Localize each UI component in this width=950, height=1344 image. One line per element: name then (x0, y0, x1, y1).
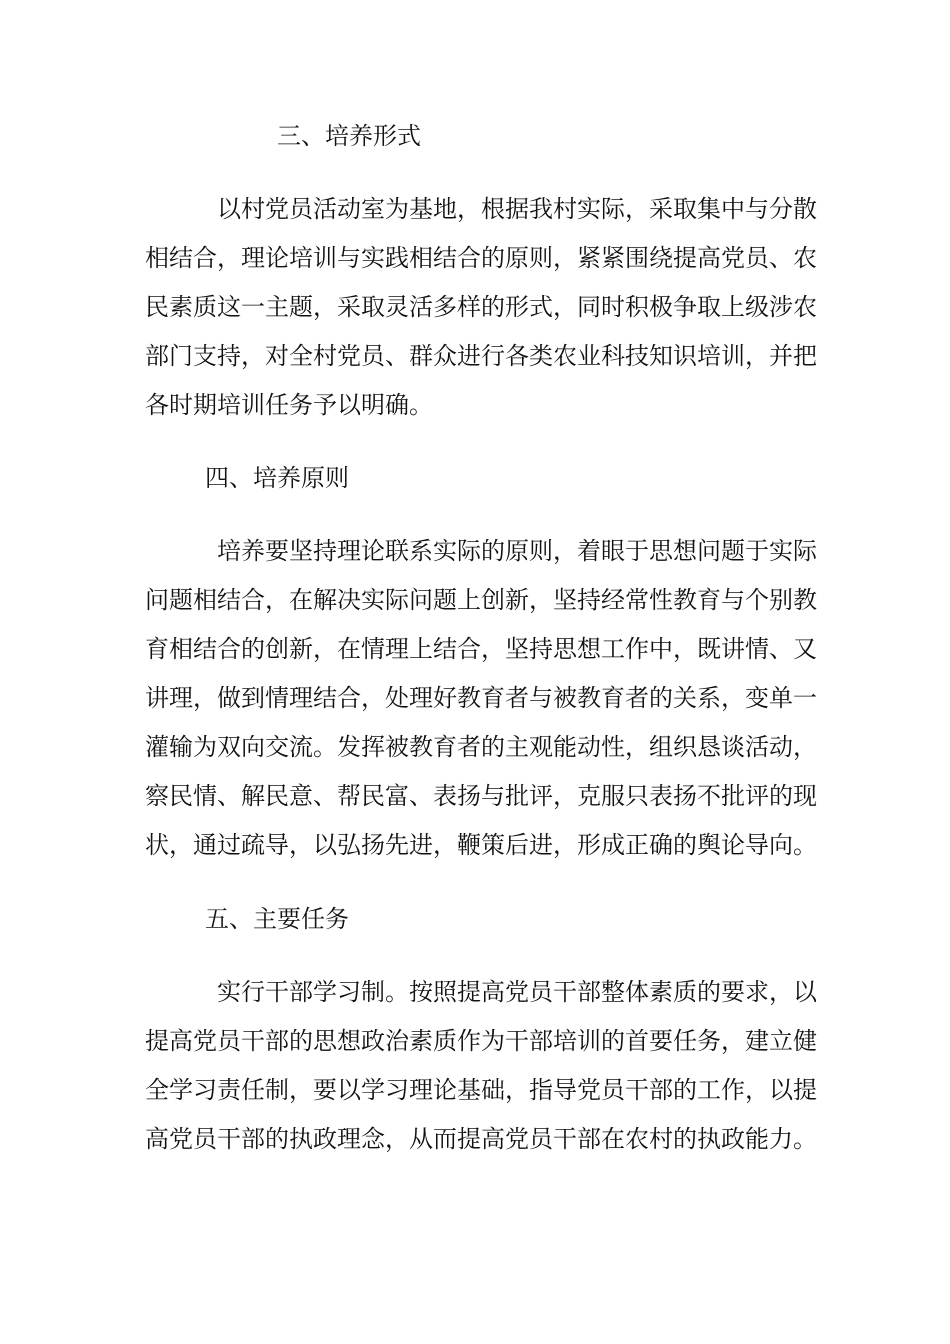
paragraph-line: 灌输为双向交流。发挥被教育者的主观能动性，组织恳谈活动， (145, 733, 817, 761)
section-heading-main-tasks: 五、主要任务 (205, 905, 349, 933)
paragraph-line: 部门支持，对全村党员、群众进行各类农业科技知识培训，并把 (145, 342, 817, 370)
section-heading-training-form: 三、培养形式 (277, 122, 421, 150)
paragraph-line: 提高党员干部的思想政治素质作为干部培训的首要任务，建立健 (145, 1027, 817, 1055)
paragraph-line: 各时期培训任务予以明确。 (145, 391, 433, 419)
paragraph-line: 实行干部学习制。按照提高党员干部整体素质的要求，以 (217, 978, 817, 1006)
paragraph-line: 讲理，做到情理结合，处理好教育者与被教育者的关系，变单一 (145, 684, 817, 712)
paragraph-line: 察民情、解民意、帮民富、表扬与批评，克服只表扬不批评的现 (145, 782, 817, 810)
paragraph-line: 问题相结合，在解决实际问题上创新，坚持经常性教育与个别教 (145, 586, 817, 614)
paragraph-line: 民素质这一主题，采取灵活多样的形式，同时积极争取上级涉农 (145, 293, 817, 321)
paragraph-line: 全学习责任制，要以学习理论基础，指导党员干部的工作，以提 (145, 1076, 817, 1104)
paragraph-line: 育相结合的创新，在情理上结合，坚持思想工作中，既讲情、又 (145, 635, 817, 663)
section-heading-training-principles: 四、培养原则 (205, 464, 349, 492)
paragraph-line: 相结合，理论培训与实践相结合的原则，紧紧围绕提高党员、农 (145, 244, 817, 272)
paragraph-line: 培养要坚持理论联系实际的原则，着眼于思想问题于实际 (217, 537, 817, 565)
paragraph-line: 状，通过疏导，以弘扬先进，鞭策后进，形成正确的舆论导向。 (145, 831, 817, 859)
paragraph-line: 以村党员活动室为基地，根据我村实际，采取集中与分散 (217, 195, 817, 223)
paragraph-line: 高党员干部的执政理念，从而提高党员干部在农村的执政能力。 (145, 1125, 817, 1153)
